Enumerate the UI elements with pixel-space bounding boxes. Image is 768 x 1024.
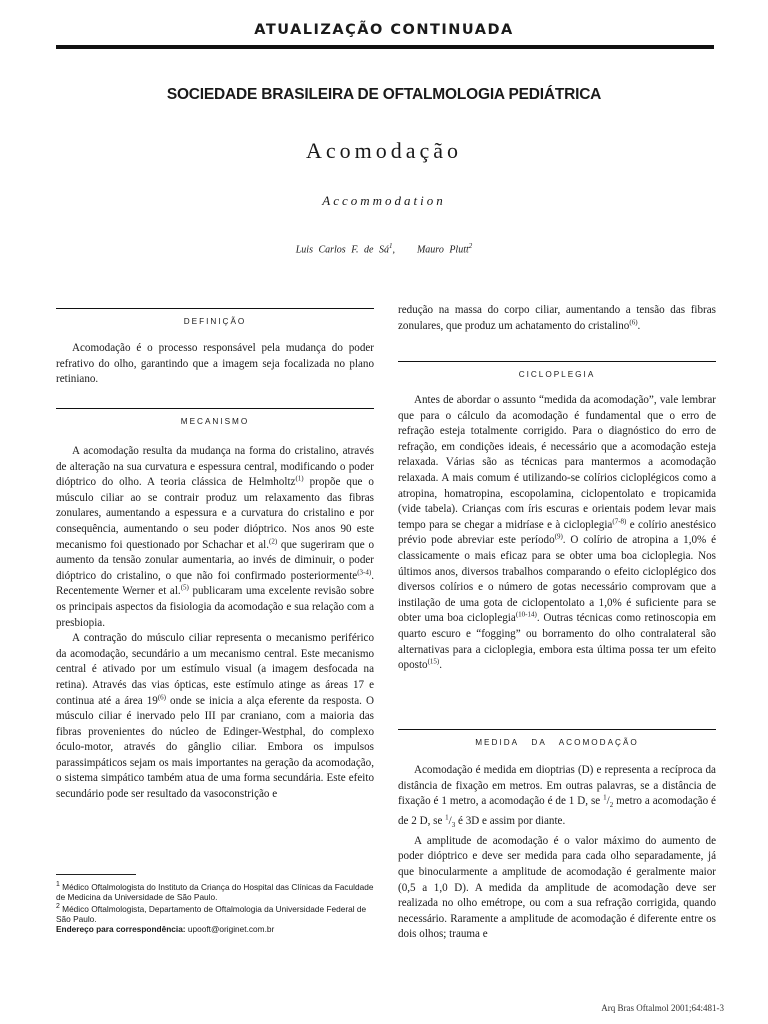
medida-text [398,763,716,943]
author-name: Mauro Plutt [416,244,469,256]
paragraph: A amplitude de acomodação é o valor máximo do aumento de poder dióptrico e deve ser medida para cada olho separadamente, já que binocularmente a amplitude de acomodação é geralmente maior (0,5 a 1,0 D). A medida da amplitude de acomodação deve ser realizada no olho emétrope, ou com a sua refração corrigida, quando necessário. Raramente a amplitude de acomodação é diferente entre os dois olhos; trauma e [398,834,716,941]
mecanismo-text [56,444,374,803]
footnote-rule [56,874,136,875]
section-heading-mecanismo: MECANISMO [56,408,374,431]
section-heading-definicao: DEFINIÇÃO [56,308,374,331]
section-heading-cicloplegia: CICLOPLEGIA [398,361,716,384]
footnote: $^1$ Médico Oftalmologista do Instituto da Criança do Hospital das Clínicas da Faculdade de Medicina da Universidade de São Paulo. [56,881,374,902]
paragraph: Acomodação é o processo responsável pela mudança do poder refrativo do olho, garantindo que a imagem seja focalizada no plano retiniano. [56,342,374,386]
paragraph: redução na massa do corpo ciliar, aumentando a tensão das fibras zonulares, que produz um achatamento do cristalino$^{(6)}$. [398,304,716,332]
authors: Luis Carlos F. de $Sá^1$, Mauro Plutt$^2$ [295,242,473,256]
article-subtitle: Accommodation [322,193,446,208]
definicao-text [56,341,374,388]
paragraph: Antes de abordar o assunto “medida da acomodação”, vale lembrar que para o cálculo da acomodação é fundamental que o erro de refração esteja totalmente corrigido. Para o diagnóstico do erro de refração, em condições ideais, é necessário que a acomodação esteja relaxada. Várias são as técnicas para mantermos a acomodação relaxada. A mais comum é utilizando-se colírios cicloplégicos como a atropina, homatropina, escopolamina, ciclopentolato e tropicamida (vide tabela). Crianças com íris escuras e orientais podem levar mais tempo para se chegar a midríase e à cicloplegia$^{(7-8)}$ e colírio anestésico prévio pode abreviar este período$^{(9)}$. O colírio de atropina a 1,0% é classicamente o mais eficaz para se obter uma boa cicloplegia. Nos últimos anos, diversos trabalhos comparando o efeito cicloplégico dos diversos colírios e o número de gotas necessário comprovam que a instilação de uma gota de ciclopentolato a 1,0% é suficiente para se obter uma boa cicloplegia$^{(10-14)}$. Outras técnicas como retinoscopia em quarto escuro e “fogging” ou borramento do olho contralateral são alternativas para a cicloplegia, embora esta última possa ter um efeito oposto$^{(15)}$. [398,394,717,672]
header-rule [56,45,714,49]
footnote: $^2$ Médico Oftalmologista, Departamento de Oftalmologia da Universidade Federal de São Paulo. [56,903,367,925]
paragraph: A contração do músculo ciliar representa o mecanismo periférico da acomodação, secundário a um mecanismo central. Este mecanismo central é ativado por um estímulo visual (a imagem desfocada na retina). Através das vias ópticas, este estímulo atinge as áreas 17 e continua até a área 19$^{(6)}$ onde se inicia a alça eferente da resposta. O músculo ciliar é inervado pelo III par craniano, com a maioria das fibras provenientes do núcleo de Edinger-Westphal, do complexo óculo-motor, através do gânglio ciliar. Embora os impulsos parassimpáticos sejam os mais importantes na geração da acomodação, o sistema simpático também atua de uma forma secundária. Este efeito secundário pode ser resultado da vasoconstrição e [56,632,374,801]
journal-reference: Arq Bras Oftalmol 2001;64:481-3 [601,1003,724,1013]
section-header: ATUALIZAÇÃO CONTINUADA [254,22,514,38]
author-name: Luis Carlos F. de Sá [295,244,389,256]
author-sup: 1 [388,242,393,250]
author-sup: 2 [468,242,473,250]
paragraph: A acomodação resulta da mudança na forma do cristalino, através de alteração na sua curvatura e espessura central, modificando o poder dióptrico do olho. A teoria clássica de Helmholtz$^{(1)}$ propõe que o músculo ciliar ao se contrair produz um relaxamento das fibras zonulares, aumentando a espessura e a curvatura do cristalino e por consequência, aumentando o seu poder dióptrico. Nos anos 90 este mecanismo foi questionado por Schachar et al.$^{(2)}$ que sugeriram que o aumento da tensão zonular aumentaria, ao invés de diminuir, o poder dióptrico do cristalino, o que não foi confirmado posteriormente$^{(3-4)}$. Recentemente Werner et al.$^{(5)}$ publicaram uma excelente revisão sobre os principais aspectos da fisiologia da acomodação e sua relação com a presbiopia. [56,445,375,629]
society-name: SOCIEDADE BRASILEIRA DE OFTALMOLOGIA PEDIÁTRICA [166,86,602,103]
article-title: Acomodação [305,138,463,163]
section-heading-medida: MEDIDA DA ACOMODAÇÃO [398,729,716,752]
correspondence: Endereço para correspondência: upooft@originet.com.br [56,924,275,935]
cicloplegia-text [398,393,716,674]
footnotes [56,880,374,935]
paragraph: Acomodação é medida em dioptrias (D) e representa a recíproca da distância de fixação em metros. Em outras palavras, se a distância de fixação é 1 metro, a acomodação é de 1 D, se $^1/_2$ metro a acomodação é de 2 D, se $^1/_3$ é 3D e assim por diante. [398,764,716,830]
mecanismo-continued [398,303,716,334]
